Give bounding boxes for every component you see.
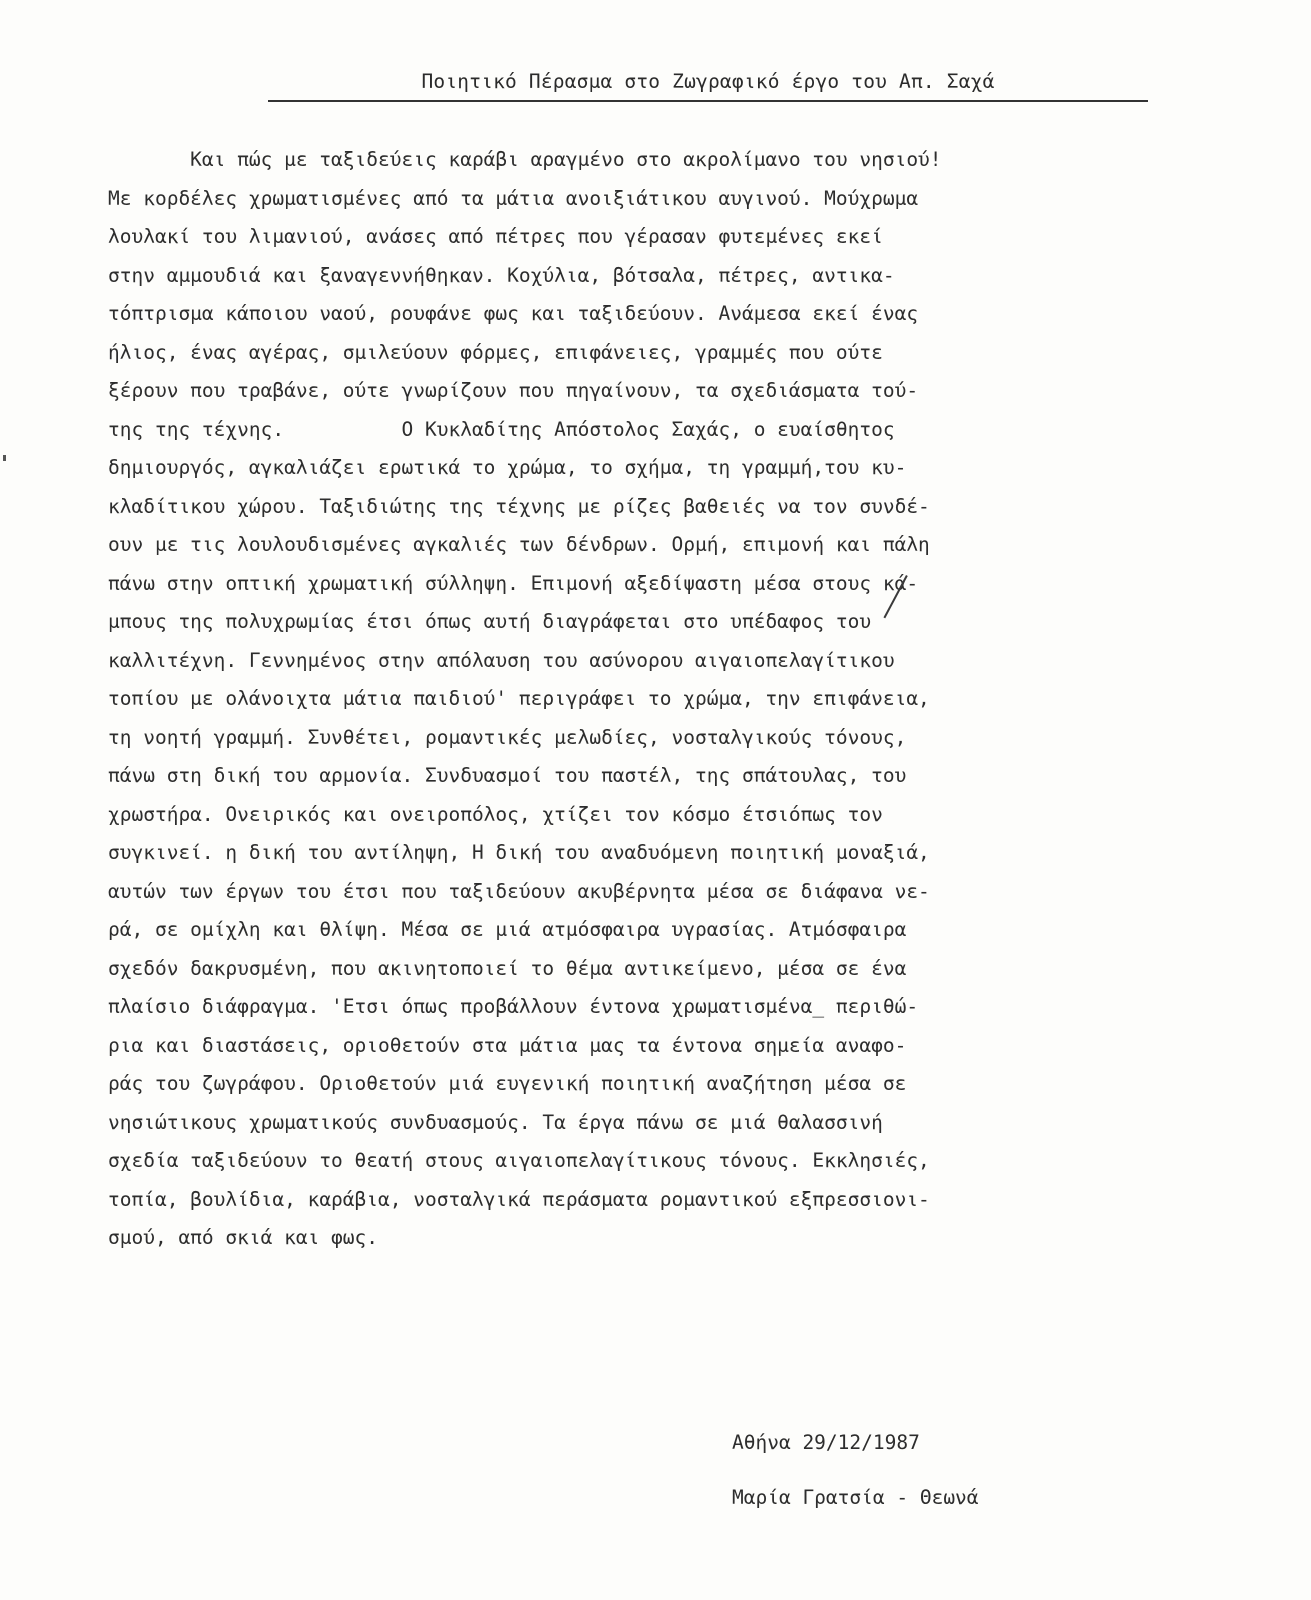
text-line: σμού, από σκιά και φως. <box>108 1226 379 1249</box>
text-line: λουλακί του λιμανιού, ανάσες από πέτρες που γέρασαν φυτεμένες εκεί <box>108 225 883 248</box>
text-line: Και πώς με ταξιδεύεις καράβι αραγμένο στο ακρολίμανο του νησιού! <box>108 148 942 171</box>
text-line: κλαδίτικου χώρου. Ταξιδιώτης της τέχνης με ρίζες βαθειές να τον συνδέ- <box>108 494 930 518</box>
text-line: τόπτρισμα κάποιου ναού, ρουφάνε φως και ταξιδεύουν. Ανάμεσα εκεί ένας <box>108 302 919 325</box>
text-line: της της τέχνης. Ο Κυκλαδίτης Απόστολος Σαχάς, ο ευαίσθητος <box>108 417 895 441</box>
text-line: τη νοητή γραμμή. Συνθέτει, ρομαντικές μελωδίες, νοσταλγικούς τόνους, <box>108 725 907 749</box>
text-line: μπους της πολυχρωμίας έτσι όπως αυτή διαγράφεται στο υπέδαφος του <box>108 610 872 633</box>
text-line: νησιώτικους χρωματικούς συνδυασμούς. Τα έργα πάνω σε μιά θαλασσινή <box>108 1110 883 1134</box>
text-line: σχεδία ταξιδεύουν το θεατή στους αιγαιοπελαγίτικους τόνους. Εκκλησιές, <box>108 1149 930 1172</box>
author-signature: Μαρία Γρατσία - Θεωνά <box>732 1486 979 1509</box>
text-line: στην αμμουδιά και ξαναγεννήθηκαν. Κοχύλια, βότσαλα, πέτρες, αντικα- <box>108 263 895 287</box>
text-line: ράς του ζωγράφου. Οριοθετούν μιά ευγενική ποιητική αναζήτηση μέσα σε <box>108 1072 907 1095</box>
text-line: τοπίου με ολάνοιχτα μάτια παιδιού' περιγράφει το χρώμα, την επιφάνεια, <box>108 687 930 710</box>
text-line: τοπία, βουλίδια, καράβια, νοσταλγικά περάσματα ρομαντικού εξπρεσσιονι- <box>108 1187 930 1211</box>
text-line: συγκινεί. η δική του αντίληψη, Η δική του αναδυόμενη ποιητική μοναξιά, <box>108 841 930 864</box>
text-line: πάνω στη δική του αρμονία. Συνδυασμοί του παστέλ, της σπάτουλας, του <box>108 764 907 787</box>
text-line: δημιουργός, αγκαλιάζει ερωτικά το χρώμα, το σχήμα, τη γραμμή,του κυ- <box>108 456 907 479</box>
text-line: καλλιτέχνη. Γεννημένος στην απόλαυση του ασύνορου αιγαιοπελαγίτικου <box>108 648 895 672</box>
text-line: αυτών των έργων του έτσι που ταξιδεύουν ακυβέρνητα μέσα σε διάφανα νε- <box>108 879 930 903</box>
text-line: ήλιος, ένας αγέρας, σμιλεύουν φόρμες, επιφάνειες, γραμμές που ούτε <box>108 340 883 364</box>
text-line: Με κορδέλες χρωματισμένες από τα μάτια ανοιξιάτικου αυγινού. Μούχρωμα <box>108 186 919 210</box>
document-title: Ποιητικό Πέρασμα στο Ζωγραφικό έργο του Απ. Σαχά <box>421 70 995 93</box>
text-line: ρια και διαστάσεις, οριοθετούν στα μάτια μας τα έντονα σημεία αναφο- <box>108 1033 907 1057</box>
text-line: ρά, σε ομίχλη και θλίψη. Μέσα σε μιά ατμόσφαιρα υγρασίας. Ατμόσφαιρα <box>108 918 907 941</box>
title-underline <box>268 100 1148 102</box>
text-line: ξέρουν που τραβάνε, ούτε γνωρίζουν που πηγαίνουν, τα σχεδιάσματα τού- <box>108 379 919 402</box>
text-line: πλαίσιο διάφραγμα. 'Ετσι όπως προβάλλουν έντονα χρωματισμένα_ περιθώ- <box>108 995 919 1018</box>
text-line: χρωστήρα. Ονειρικός και ονειροπόλος, χτίζει τον κόσμο έτσιόπως τον <box>108 802 883 826</box>
text-line: ουν με τις λουλουδισμένες αγκαλιές των δένδρων. Ορμή, επιμονή και πάλη <box>108 533 930 556</box>
place-date: Αθήνα 29/12/1987 <box>732 1431 920 1454</box>
text-line: σχεδόν δακρυσμένη, που ακινητοποιεί το θέμα αντικείμενο, μέσα σε ένα <box>108 956 907 980</box>
margin-mark <box>3 455 6 461</box>
text-line: πάνω στην οπτική χρωματική σύλληψη. Επιμονή αξεδίψαστη μέσα στους κά- <box>108 571 919 595</box>
